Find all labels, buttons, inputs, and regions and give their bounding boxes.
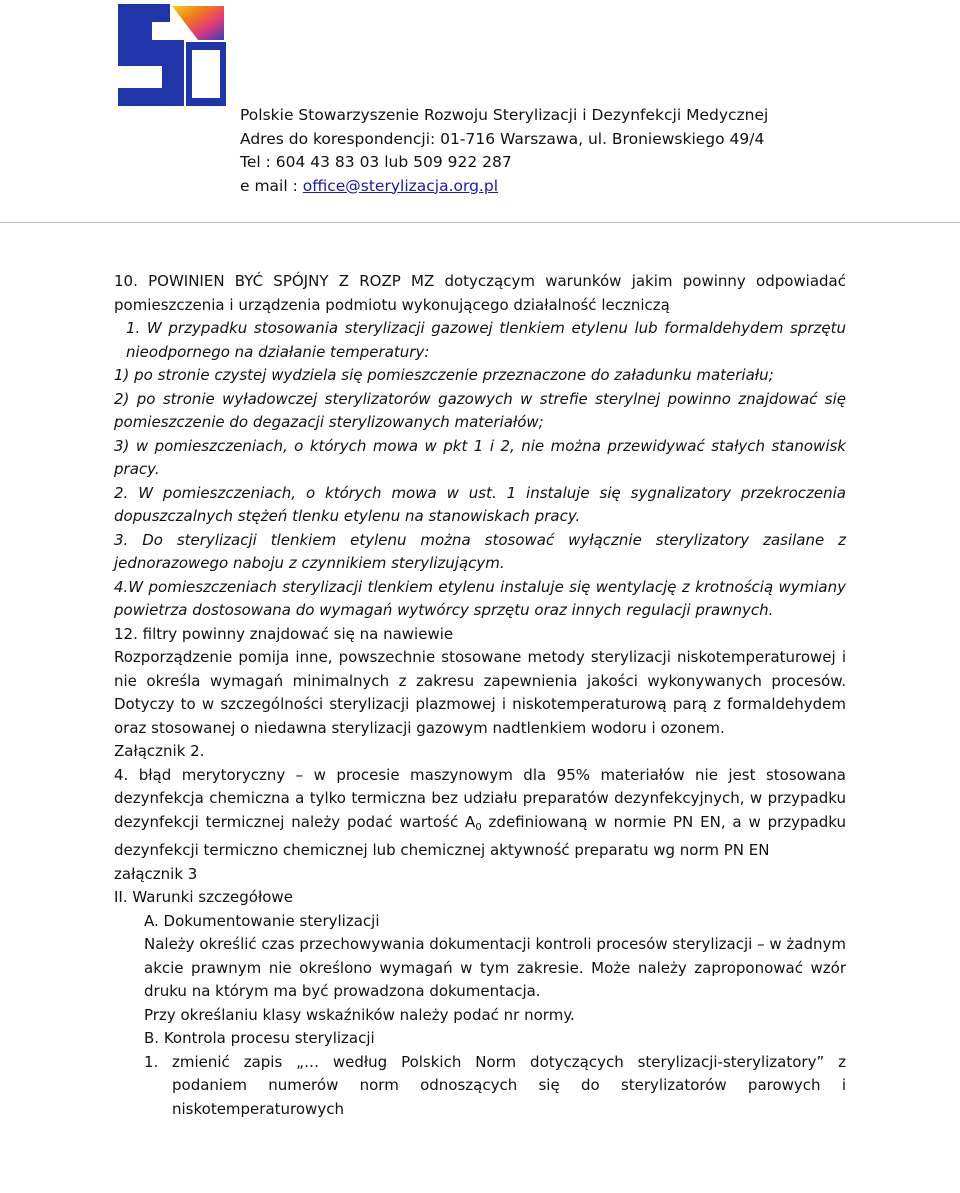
paragraph-3-sterilizers: 3. Do sterylizacji tlenkiem etylenu można stosować wyłącznie sterylizatory zasilane z jednorazowego naboju z czynnikiem sterylizującym. (114, 530, 846, 572)
email-label: e mail : (240, 176, 303, 195)
paragraph-4-ventilation: 4.W pomieszczeniach sterylizacji tlenkiem etylenu instaluje się wentylację z krotnością wymiany powietrza dostosowana do wymagań wytwórcy sprzętu oraz innych regulacji prawnych. (114, 577, 846, 619)
item-1-clean-side: 1) po stronie czystej wydziela się pomieszczenie przeznaczone do załadunku materiału; (114, 366, 774, 384)
item-2-unloading-side: 2) po stronie wyładowczej sterylizatorów gazowych w strefie sterylnej powinno znajdować się pomieszczenie do degazacji sterylizowanych materiałów; (114, 389, 846, 431)
paragraph-12-filters: 12. filtry powinny znajdować się na nawiewie (114, 624, 454, 643)
item-3-no-workstations: 3) w pomieszczeniach, o których mowa w pkt 1 i 2, nie można przewidywać stałych stanowisk pracy. (114, 436, 846, 478)
section-a-heading: A. Dokumentowanie sterylizacji (144, 911, 380, 930)
header-divider (0, 222, 960, 223)
attachment-3-heading: załącznik 3 (114, 864, 198, 883)
organization-logo (112, 0, 232, 110)
indicator-class-note: Przy określaniu klasy wskaźników należy podać nr normy. (144, 1005, 575, 1024)
section-b-heading: B. Kontrola procesu sterylizacji (144, 1029, 375, 1047)
letterhead (240, 104, 940, 198)
correspondence-address: Adres do korespondencji: 01-716 Warszawa, ul. Broniewskiego 49/4 (240, 129, 765, 148)
email-link[interactable]: office@sterylizacja.org.pl (302, 176, 499, 195)
paragraph-1-gas-sterilization: 1. W przypadku stosowania sterylizacji gazowej tlenkiem etylenu lub formaldehydem sprzętu nieodpornego na działanie temperatury: (126, 319, 846, 361)
phone-line: Tel : 604 43 83 03 lub 509 922 287 (240, 153, 512, 171)
regulation-comment: Rozporządzenie pomija inne, powszechnie stosowane metody sterylizacji niskotemperaturowej i nie określa wymagań minimalnych z zakresu zapewnienia jakości wykonywanych procesów. Dotyczy to w szczególności sterylizacji plazmowej i niskotemperaturową parą z formaldehydem oraz stosowanej o niedawna sterylizacji gazowym nadtlenkiem wodoru i ozonem. (114, 648, 846, 737)
subscript-zero: 0 (475, 821, 482, 833)
item-4-error-comment: 4. błąd merytoryczny – w procesie maszynowym dla 95% materiałów nie jest stosowana dezynfekcja chemiczna a tylko termiczna bez udziału preparatów dezynfekcyjnych, w przypadku dezynfekcji termicznej należy podać wartość $A_0$ zdefiniowaną w normie PN EN, a w przypadku dezynfekcji termiczno chemicznej lub chemicznej aktywność preparatu wg norm PN EN (114, 765, 846, 859)
paragraph-2-alarms: 2. W pomieszczeniach, o których mowa w ust. 1 instaluje się sygnalizatory przekroczenia dopuszczalnych stężeń tlenku etylenu na stanowiskach pracy. (114, 483, 846, 525)
paragraph-10: 10. POWINIEN BYĆ SPÓJNY Z ROZP MZ dotyczącym warunków jakim powinny odpowiadać pomieszczenia i urządzenia podmiotu wykonującego działalność leczniczą (114, 272, 846, 314)
org-name: Polskie Stowarzyszenie Rozwoju Sterylizacji i Dezynfekcji Medycznej (240, 106, 769, 124)
process-control-item-1 (114, 1051, 846, 1122)
attachment-2-heading: Załącznik 2. (114, 742, 205, 760)
change-norms-comment: zmienić zapis „… według Polskich Norm dotyczących sterylizacji-sterylizatory” z podaniem numerów norm odnoszących się do sterylizatorów parowych i niskotemperaturowych (172, 1052, 846, 1118)
section-ii-heading: II. Warunki szczegółowe (114, 888, 293, 906)
documentation-comment: Należy określić czas przechowywania dokumentacji kontroli procesów sterylizacji – w żadnym akcie prawnym nie określono wymagań w tym zakresie. Może należy zaproponować wzór druku na którym ma być prowadzona dokumentacja. (144, 935, 846, 1000)
item-number: 1. (144, 1052, 159, 1071)
email-line (240, 175, 940, 199)
document-body (114, 270, 846, 1121)
